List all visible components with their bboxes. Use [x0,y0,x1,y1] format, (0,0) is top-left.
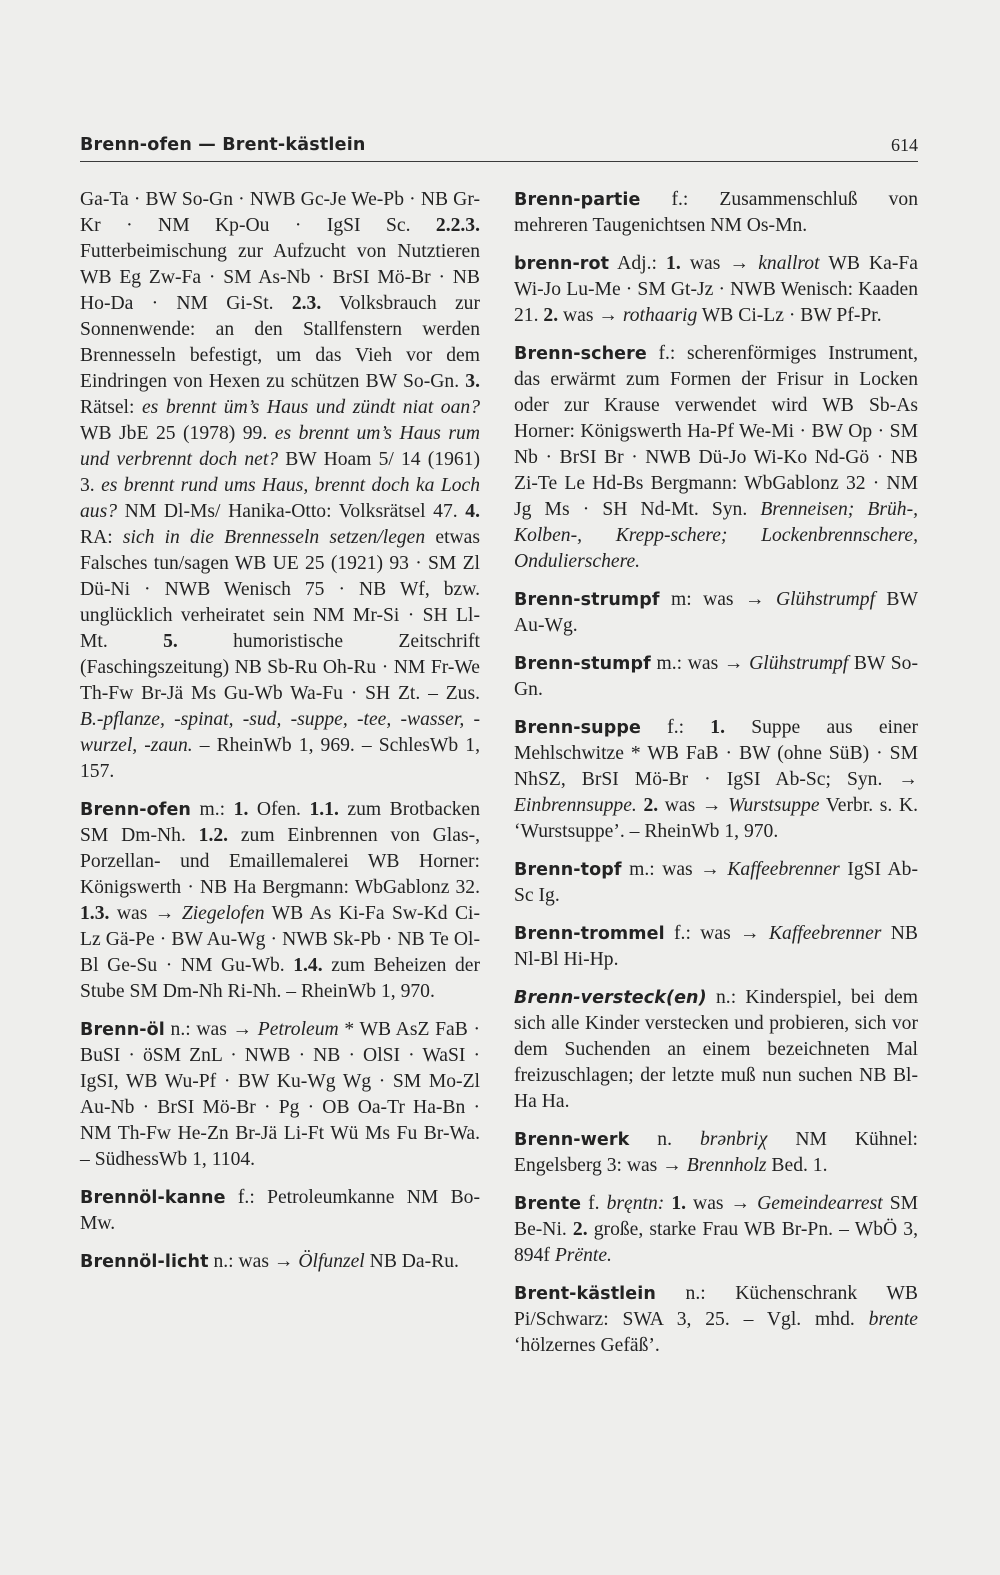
entry-text: große, starke Frau WB Br-Pn. – WbÖ 3, 894f [514,1219,918,1266]
entry-text: m: was → [659,589,776,610]
running-head [80,131,918,162]
entry-text: f. [581,1193,607,1214]
entry-italic-text: Petroleum [257,1019,339,1040]
entry-text: f.: [640,717,711,738]
entry-italic-text: brənbriχ [699,1129,768,1150]
entry-headword: Brenn-werk [514,1130,630,1150]
entry-headword: brenn-rot [514,254,610,274]
entry-text: m.: [190,799,234,820]
entry-text: IgSI Ab-Sc Ig. [514,859,918,906]
entry-text: etwas Falsches tun/sagen WB UE 25 (1921) 93 · SM Zl Dü-Ni · NWB Wenisch 75 · NB Wf, bzw. unglücklich verheiratet sein NM Mr-Si · SH Ll-Mt. [80,527,480,652]
entry-italic-text: Gemeindearrest [757,1193,883,1214]
dictionary-entry-brent-kaestlein [514,1281,918,1359]
entry-italic-text: es brennt um’s Haus rum und verbrennt doch net? [80,423,480,470]
sense-number: 4. [465,501,480,522]
entry-text: Rätsel: [80,397,142,418]
entry-headword: Brennöl-licht [80,1252,209,1272]
sense-number: 1.1. [309,799,339,820]
entry-italic-text: B.-pflanze, -spinat, -sud, -suppe, -tee, -wasser, -wurzel, -zaun. [80,709,480,756]
entry-text: NB Nl-Bl Hi-Hp. [514,923,918,970]
entry-text: BW Hoam 5/ 14 (1961) 3. [80,449,480,496]
entry-text: * WB AsZ FaB · BuSI · öSM ZnL · NWB · NB · OlSI · WaSI · IgSI, WB Wu-Pf · BW Ku-Wg Wg · SM Mo-Zl Au-Nb · BrSI Mö-Br · Pg · OB Oa-Tr Ha-Bn · NM Th-Fw He-Zn Br-Jä Li-Ft Wü Ms Fu Br-Wa. – SüdhessWb 1, 1104. [80,1019,480,1170]
entry-text: m.: was → [621,859,728,880]
entry-text: WB Ka-Fa Wi-Jo Lu-Me · SM Gt-Jz · NWB Wenisch: Kaaden 21. [514,253,918,326]
entry-italic-text: es brennt üm’s Haus und zündt niat oan? [141,397,480,418]
entry-text: NM Dl-Ms/ Hanika-Otto: Volksrätsel 47. [117,501,466,522]
dictionary-entry-brenn-suppe [514,715,918,845]
entry-headword: Brenn-ofen [80,800,191,820]
entry-text: NB Da-Ru. [364,1251,459,1272]
left-column [80,187,480,1287]
sense-number: 1. [710,717,725,738]
sense-number: 1.2. [198,825,229,846]
entry-text: BW Au-Wg. [514,589,918,636]
dictionary-entry-brenn-schere [514,341,918,575]
entry-italic-text: rothaarig [622,305,698,326]
entry-headword: Brennöl-kanne [80,1188,226,1208]
sense-number: 2. [572,1219,588,1240]
entry-text: was → [658,795,729,816]
entry-text: ‘hölzernes Gefäß’. [514,1335,660,1356]
entry-italic-text: Wurstsuppe [728,795,820,816]
dictionary-entry-brennoel-kanne [80,1185,480,1237]
entry-text: f.: Zusammenschluß von mehreren Taugenichtsen NM Os-Mn. [514,189,918,236]
sense-number: 3. [465,371,480,392]
sense-number: 2.2.3. [435,215,480,236]
entry-italic-text: Ziegelofen [181,903,265,924]
sense-number: 1. [671,1193,687,1214]
entry-text: was → [109,903,182,924]
dictionary-entry-brenn-versteck [514,985,918,1115]
entry-headword: Brenn-stumpf [514,654,651,674]
entry-text: f.: Petroleumkanne NM Bo-Mw. [80,1187,480,1234]
entry-text: n.: Küchenschrank WB Pi/Schwarz: SWA 3, 25. – Vgl. mhd. [514,1283,918,1330]
entry-text: f.: was → [664,923,769,944]
dictionary-entry-brenn-stumpf [514,651,918,703]
entry-headword: Brenn-öl [80,1020,165,1040]
sense-number: 2. [543,305,559,326]
sense-number: 5. [163,631,178,652]
entry-italic-text: Glühstrumpf [749,653,849,674]
entry-headword: Brenn-versteck(en) [514,988,707,1008]
entry-italic-text: bręntn: [606,1193,665,1214]
entry-text: SM Be-Ni. [514,1193,919,1240]
entry-text: Bed. 1. [766,1155,828,1176]
entry-text: BW So-Gn. [514,653,918,700]
entry-text: Adj.: [609,253,667,274]
sense-number: 2. [643,795,659,816]
entry-text: Verbr. s. K. ‘Wurstsuppe’. – RheinWb 1, 970. [514,795,918,842]
entry-text: WB JbE 25 (1978) 99. [80,423,275,444]
dictionary-entry-brenn-rot [514,251,918,329]
entry-headword: Brenn-strumpf [514,590,660,610]
dictionary-entry-brenn-oel [80,1017,480,1173]
entry-italic-text: Einbrennsuppe. [514,795,637,816]
entry-text: humoristische Zeitschrift (Faschingszeitung) NB Sb-Ru Oh-Ru · NM Fr-We Th-Fw Br-Jä Ms Gu-Wb Wa-Fu · SH Zt. – Zus. [80,631,480,704]
entry-italic-text: knallrot [758,253,820,274]
sense-number: 1.3. [80,903,110,924]
entry-text: Futterbeimischung zur Aufzucht von Nutztieren WB Eg Zw-Fa · SM As-Nb · BrSI Mö-Br · NB Ho-Da · NM Gi-St. [80,241,480,314]
entry-headword: Brenn-topf [514,860,622,880]
sense-number: 1.4. [293,955,323,976]
entry-text: was → [680,253,759,274]
entry-text: Volksbrauch zur Sonnenwende: an den Stallfenstern werden Brennesseln befestigt, um das Vieh vor dem Eindringen von Hexen zu schützen BW So-Gn. [80,293,480,392]
entry-italic-text: Brenneisen; Brüh-, Kolben-, Krepp-schere; Lockenbrennschere, Ondulierschere. [514,499,919,572]
dictionary-entry-brente [514,1191,918,1269]
entry-text: WB As Ki-Fa Sw-Kd Ci-Lz Gä-Pe · BW Au-Wg · NWB Sk-Pb · NB Te Ol-Bl Ge-Su · NM Gu-Wb. [80,903,480,976]
page-number: 614 [891,135,918,155]
entry-text: n.: was → [164,1019,258,1040]
dictionary-entry-brenn-ofen [80,797,480,1005]
entry-italic-text: Kaffeebrenner [768,923,882,944]
sense-number: 2.3. [291,293,322,314]
entry-text: n. [629,1129,700,1150]
entry-text: zum Beheizen der Stube SM Dm-Nh Ri-Nh. – RheinWb 1, 970. [80,955,481,1002]
entry-text: WB Ci-Lz · BW Pf-Pr. [697,305,882,326]
sense-number: 1. [666,253,681,274]
entry-italic-text: brente [868,1309,918,1330]
entry-text: RA: [80,527,123,548]
entry-text: NM Kühnel: Engelsberg 3: was → [514,1129,918,1176]
entry-headword: Brenn-partie [514,190,641,210]
sense-number: 1. [233,799,249,820]
entry-text: – RheinWb 1, 969. – SchlesWb 1, 157. [80,735,480,782]
entry-text: Ga-Ta · BW So-Gn · NWB Gc-Je We-Pb · NB Gr-Kr · NM Kp-Ou · IgSI Sc. [80,189,480,236]
entry-text: f.: scherenförmiges Instrument, das erwärmt zum Formen der Frisur in Locken oder zur Krause verwendet wird WB Sb-As Horner: Königswerth Ha-Pf We-Mi · BW Op · SM Nb · BrSI Br · NWB Dü-Jo Wi-Ko Nd-Gö · NB Zi-Te Le Hd-Bs Bergmann: WbGablonz 32 · NM Jg Ms · SH Nd-Mt. Syn. [514,343,918,520]
dictionary-entry-brennoel-licht [80,1249,480,1275]
entry-italic-text: Brennholz [686,1155,767,1176]
dictionary-entry-brenn-topf [514,857,918,909]
entry-text: was → [686,1193,758,1214]
dictionary-entry-brennnessel-cont [80,187,480,785]
entry-italic-text: Ölfunzel [298,1251,365,1272]
entry-headword: Brenn-suppe [514,718,641,738]
entry-text: Suppe aus einer Mehlschwitze * WB FaB · BW (ohne SüB) · SM NhSZ, BrSI Mö-Br · IgSI Ab-Sc; Syn. → [514,717,918,790]
entry-text: zum Einbrennen von Glas-, Porzellan- und Emaillemalerei WB Horner: Königswerth · NB Ha Bergmann: WbGablonz 32. [80,825,480,898]
entry-text: was → [558,305,623,326]
entry-italic-text: Kaffeebrenner [727,859,840,880]
entry-italic-text: Prënte. [554,1245,612,1266]
dictionary-entry-brenn-partie [514,187,918,239]
dictionary-entry-brenn-trommel [514,921,918,973]
entry-headword: Brent-kästlein [514,1284,656,1304]
entry-headword: Brenn-trommel [514,924,665,944]
entry-text: zum Brotbacken SM Dm-Nh. [80,799,480,846]
dictionary-entry-brenn-werk [514,1127,918,1179]
entry-italic-text: es brennt rund ums Haus, brennt doch ka Loch aus? [80,475,481,522]
entry-headword: Brente [514,1194,582,1214]
entry-headword: Brenn-schere [514,344,647,364]
running-head-title: Brenn-ofen — Brent-kästlein [80,135,366,155]
entry-text: n.: Kinderspiel, bei dem sich alle Kinder verstecken und probieren, sich vor dem Suchenden an einem bezeichneten Mal freizuschlagen; der letzte muß nun suchen NB Bl-Ha Ha. [514,987,918,1112]
entry-italic-text: Glühstrumpf [775,589,876,610]
right-column [514,187,918,1371]
entry-text: Ofen. [248,799,310,820]
entry-text: m.: was → [650,653,750,674]
entry-text: n.: was → [208,1251,299,1272]
dictionary-entry-brenn-strumpf [514,587,918,639]
entry-italic-text: sich in die Brennesseln setzen/legen [122,527,426,548]
